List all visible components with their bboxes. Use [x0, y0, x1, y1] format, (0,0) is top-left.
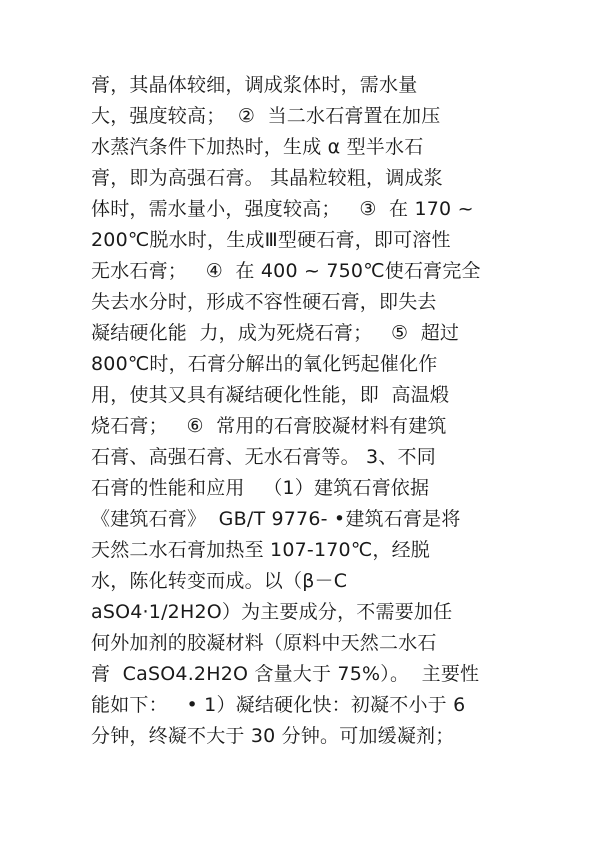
- text-line: 天然二水石膏加热至 107-170℃，经脱: [91, 539, 430, 561]
- text-line: 膏 CaSO4.2H2O 含量大于 75%）。 主要性: [91, 663, 480, 685]
- text-line: 石膏的性能和应用 （1）建筑石膏依据: [91, 477, 430, 499]
- text-line: 大，强度较高； ② 当二水石膏置在加压: [91, 105, 441, 127]
- text-line: 失去水分时，形成不容性硬石膏，即失去: [91, 291, 437, 313]
- text-line: 凝结硬化能 力，成为死烧石膏； ⑤ 超过: [91, 322, 460, 344]
- text-line: 200℃脱水时，生成Ⅲ型硬石膏，即可溶性: [91, 229, 451, 251]
- text-line: 能如下： • 1）凝结硬化快：初凝不小于 6: [91, 694, 466, 716]
- text-line: 水蒸汽条件下加热时，生成 α 型半水石: [91, 136, 424, 158]
- text-line: 何外加剂的胶凝材料（原料中天然二水石: [91, 632, 437, 654]
- text-line: 水，陈化转变而成。以（β－C: [91, 570, 348, 592]
- text-line: 无水石膏； ④ 在 400 ~ 750℃使石膏完全: [91, 260, 481, 282]
- text-line: 烧石膏； ⑥ 常用的石膏胶凝材料有建筑: [91, 415, 447, 437]
- text-line: 体时，需水量小，强度较高； ③ 在 170 ~: [91, 198, 474, 220]
- text-line: 800℃时，石膏分解出的氧化钙起催化作: [91, 353, 438, 375]
- text-line: aSO4·1/2H2O）为主要成分，不需要加任: [91, 601, 453, 623]
- text-line: 分钟，终凝不大于 30 分钟。可加缓凝剂；: [91, 725, 455, 747]
- text-line: 《建筑石膏》 GB/T 9776- •建筑石膏是将: [91, 508, 461, 530]
- body-text: [91, 70, 511, 752]
- text-line: 石膏、高强石膏、无水石膏等。 3、不同: [91, 446, 436, 468]
- text-line: 用，使其又具有凝结硬化性能，即 高温煅: [91, 384, 450, 406]
- text-line: 膏，其晶体较细，调成浆体时，需水量: [91, 74, 418, 96]
- text-line: 膏，即为高强石膏。 其晶粒较粗，调成浆: [91, 167, 443, 189]
